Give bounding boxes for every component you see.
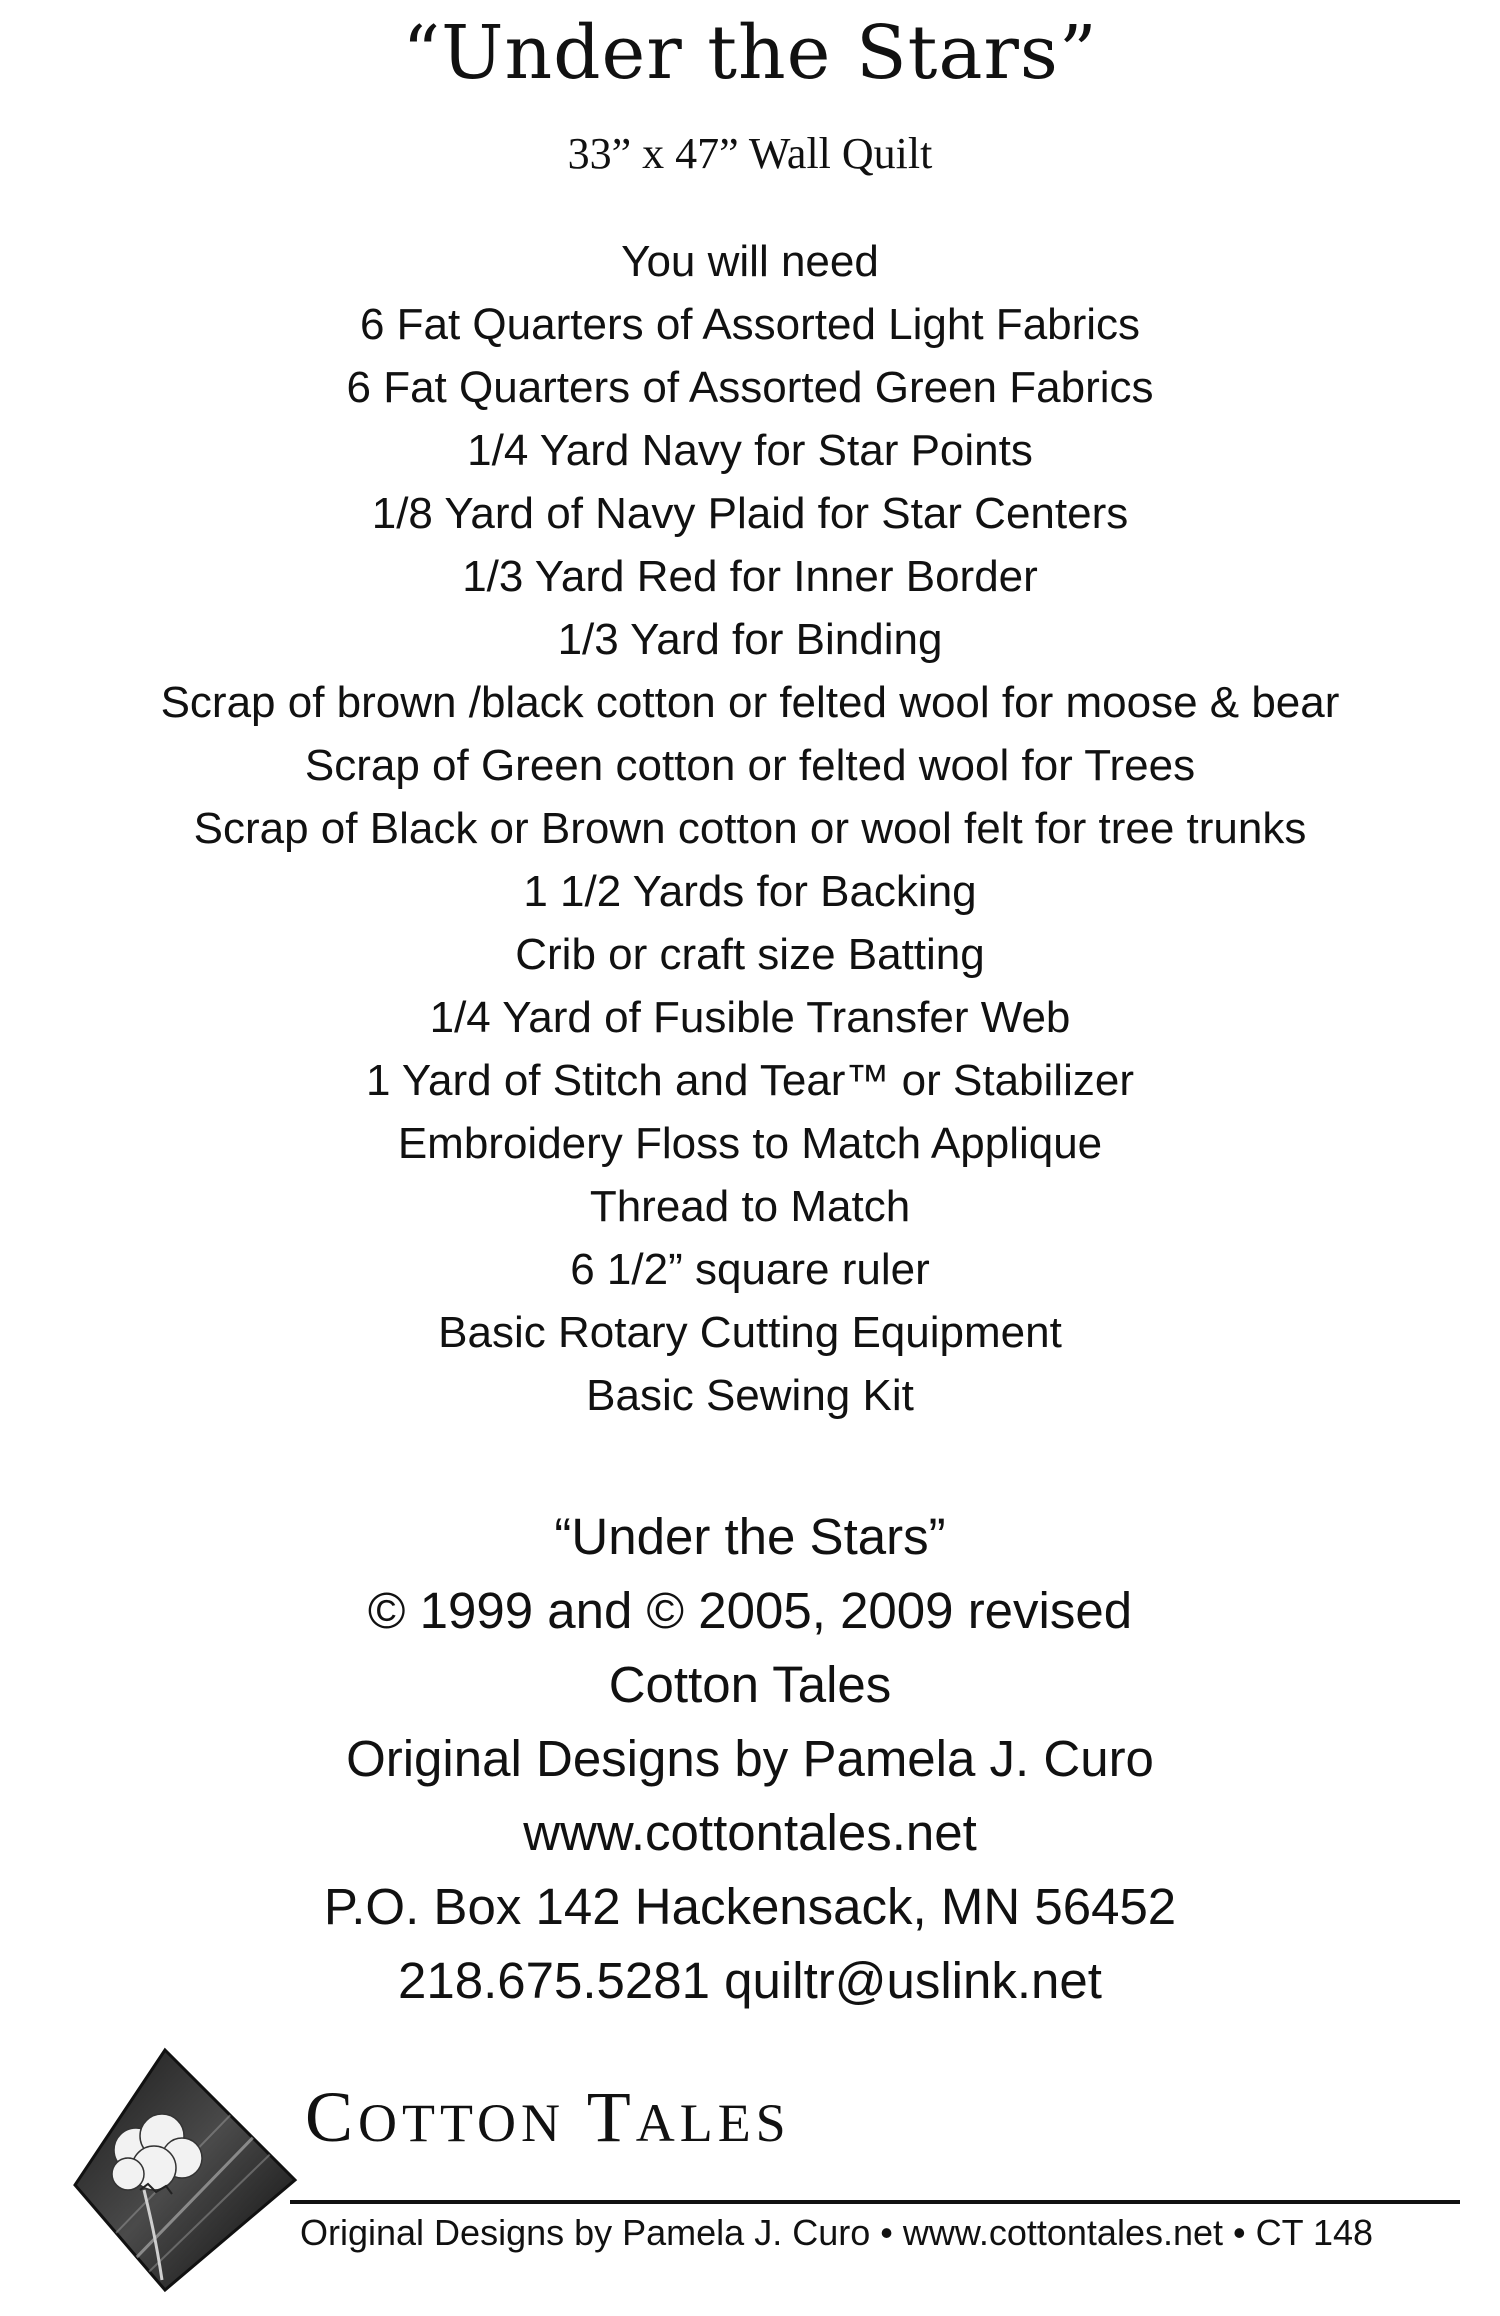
- supply-item: Basic Sewing Kit: [586, 1371, 914, 1420]
- supply-item: 1/3 Yard for Binding: [557, 615, 943, 664]
- footer-divider: [290, 2200, 1460, 2204]
- supply-item: 1 Yard of Stitch and Tear™ or Stabilizer: [366, 1056, 1134, 1105]
- credits-address: P.O. Box 142 Hackensack, MN 56452: [323, 1878, 1177, 1935]
- supply-item: 1/3 Yard Red for Inner Border: [462, 552, 1038, 601]
- credits-designer: Original Designs by Pamela J. Curo: [346, 1730, 1154, 1787]
- cotton-boll-diamond-logo-icon: [70, 2040, 300, 2300]
- supply-item: Scrap of Black or Brown cotton or wool felt for tree trunks: [193, 804, 1307, 853]
- credits-copyright: © 1999 and © 2005, 2009 revised: [367, 1582, 1133, 1639]
- footer: [0, 2040, 1500, 2316]
- supply-item: 6 Fat Quarters of Assorted Green Fabrics: [346, 363, 1154, 412]
- supply-item: Scrap of brown /black cotton or felted wool for moose & bear: [160, 678, 1340, 727]
- quilt-size: 33” x 47” Wall Quilt: [567, 129, 933, 178]
- brand-second-rest: ALES: [635, 2093, 791, 2153]
- supply-item: Crib or craft size Batting: [515, 930, 985, 979]
- footer-tagline: Original Designs by Pamela J. Curo • www.cottontales.net • CT 148: [300, 2212, 1374, 2253]
- supply-item: 1/4 Yard Navy for Star Points: [467, 426, 1033, 475]
- supply-list: [0, 230, 1500, 1427]
- supply-item: 1 1/2 Yards for Backing: [523, 867, 977, 916]
- credits-website: www.cottontales.net: [523, 1804, 977, 1861]
- supply-item: 6 1/2” square ruler: [570, 1245, 930, 1294]
- supply-item: 1/8 Yard of Navy Plaid for Star Centers: [371, 489, 1129, 538]
- supply-item: Basic Rotary Cutting Equipment: [438, 1308, 1062, 1357]
- supply-list-heading: You will need: [621, 237, 879, 286]
- credits-contact: 218.675.5281 quiltr@uslink.net: [398, 1952, 1102, 2009]
- brand-name: [305, 2076, 791, 2159]
- supply-item: 6 Fat Quarters of Assorted Light Fabrics: [359, 300, 1141, 349]
- credits-block: [0, 1500, 1500, 2018]
- credits-company: Cotton Tales: [608, 1656, 892, 1713]
- supply-item: Embroidery Floss to Match Applique: [397, 1119, 1103, 1168]
- supply-item: Scrap of Green cotton or felted wool for Trees: [304, 741, 1196, 790]
- pattern-title: “Under the Stars”: [402, 10, 1098, 96]
- brand-first-initial: C: [305, 2077, 359, 2157]
- brand-first-rest: OTTON: [358, 2093, 566, 2153]
- supply-item: Thread to Match: [589, 1182, 911, 1231]
- credits-pattern-name: “Under the Stars”: [554, 1508, 946, 1565]
- brand-second-initial: T: [586, 2077, 636, 2157]
- supply-item: 1/4 Yard of Fusible Transfer Web: [429, 993, 1071, 1042]
